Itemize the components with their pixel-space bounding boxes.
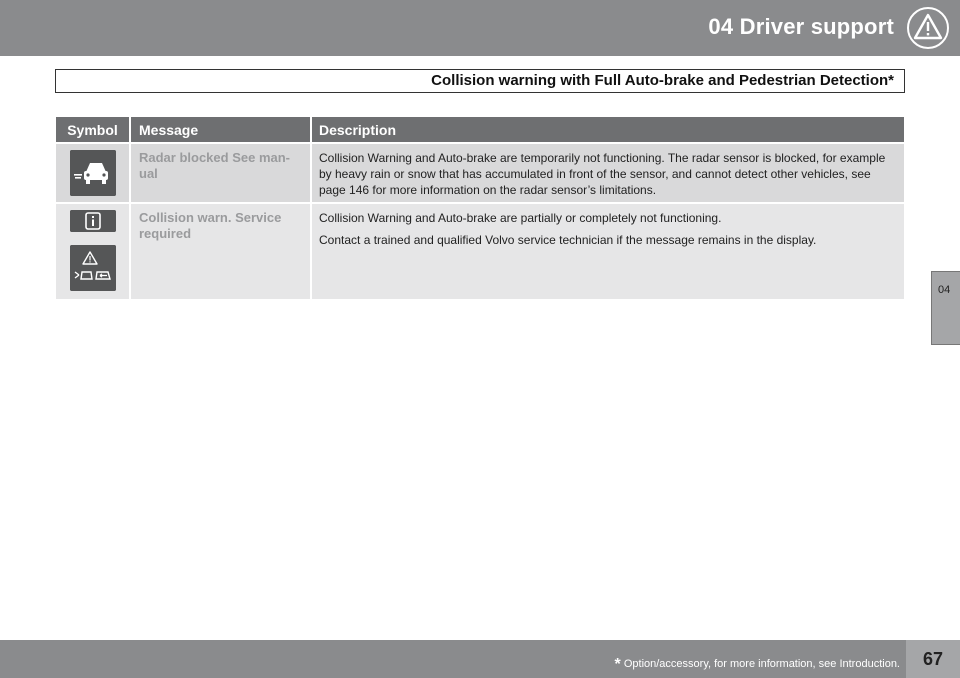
- description-text: Collision Warning and Auto-brake are partially or completely not functioning.: [319, 211, 722, 225]
- collision-warning-icon: [70, 245, 116, 291]
- message-text: Collision warn. Service required: [131, 204, 312, 299]
- chapter-tab: [931, 271, 960, 345]
- description-text: Contact a trained and qualified Volvo service technician if the message remains in the display.: [319, 233, 817, 247]
- description-cell: [312, 204, 904, 299]
- message-text: Radar blocked See man-ual: [131, 144, 312, 202]
- page-number: 67: [906, 640, 960, 678]
- footnote: [615, 656, 900, 674]
- description-cell: [312, 144, 904, 202]
- symbol-cell: [56, 204, 131, 299]
- column-header-symbol: Symbol: [56, 117, 131, 142]
- table-header: [56, 117, 904, 142]
- page-header: [0, 0, 960, 56]
- service-info-icon: [70, 210, 116, 232]
- column-header-description: Description: [319, 121, 397, 138]
- table-row: [56, 142, 904, 202]
- warning-triangle-icon: [906, 6, 950, 50]
- radar-blocked-car-icon: [70, 150, 116, 196]
- page-footer: [0, 640, 960, 678]
- symbol-cell: [56, 144, 131, 202]
- section-title: Collision warning with Full Auto-brake and Pedestrian Detection*: [431, 72, 894, 89]
- footnote-text: Option/accessory, for more information, see Introduction.: [623, 658, 900, 670]
- footnote-star: *: [614, 656, 621, 673]
- message-table: [56, 117, 904, 299]
- chapter-tab-label: 04: [938, 284, 951, 296]
- table-row: [56, 202, 904, 299]
- column-header-message: Message: [131, 117, 312, 142]
- description-text: Collision Warning and Auto-brake are temporarily not functioning. The radar sensor is blocked, for example by heavy rain or snow that has accumulated in front of the sensor, and cannot detect other vehicles, see page 146 for more information on the radar sensor’s limitations.: [319, 151, 886, 197]
- section-title-box: [55, 69, 905, 93]
- chapter-title: 04 Driver support: [708, 14, 894, 39]
